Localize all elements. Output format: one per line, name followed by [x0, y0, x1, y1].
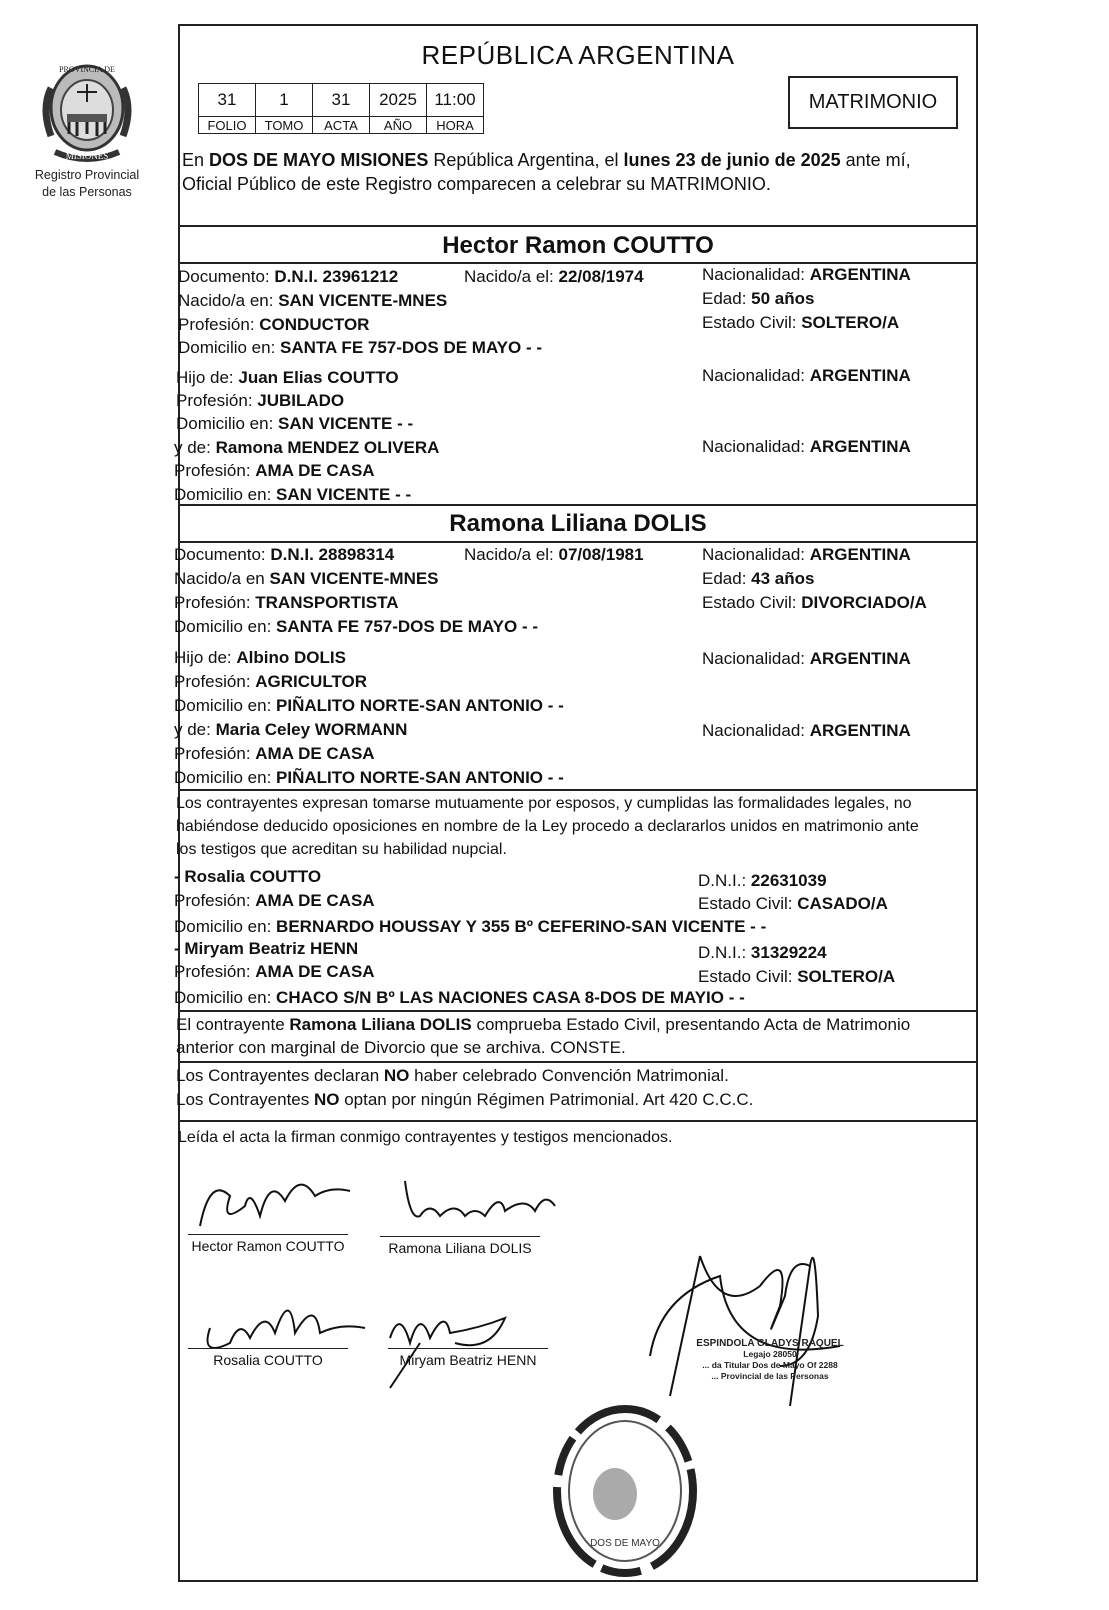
spouse2-mother: y de: Maria Celey WORMANN: [174, 720, 408, 739]
province-seal-icon: [37, 58, 137, 166]
spouse2-father-nacionalidad: Nacionalidad: ARGENTINA: [702, 649, 911, 668]
witness1-estado: Estado Civil: CASADO/A: [698, 894, 888, 913]
spouse2-documento: Documento: D.N.I. 28898314: [174, 545, 395, 564]
hora-label: HORA: [427, 117, 484, 134]
witness1-name: - Rosalia COUTTO: [174, 867, 322, 886]
spouse1-birthplace: Nacido/a en: SAN VICENTE-MNES: [178, 291, 448, 310]
spouse1-documento: Documento: D.N.I. 23961212: [178, 267, 399, 286]
spouse1-name: Hector Ramon COUTTO: [442, 232, 714, 259]
spouse2-mother-nacionalidad: Nacionalidad: ARGENTINA: [702, 721, 911, 740]
folio-label: FOLIO: [199, 117, 256, 134]
witness2-name: - Miryam Beatriz HENN: [174, 939, 359, 958]
officer-stamp: ESPINDOLA GLADYS RAQUEL Legajo 28050 ... da Titular Dos de Mayo Of 2288 ... Provincial de las Personas: [696, 1338, 844, 1381]
folio-value: 31: [199, 84, 256, 117]
convention-paragraph: Los Contrayentes declaran NO haber celebrado Convención Matrimonial. Los Contrayentes NO optan por ningún Régimen Patrimonial. Art 420 C.C.C.: [176, 1066, 754, 1109]
signature-label-miryam: Miryam Beatriz HENN: [399, 1352, 537, 1368]
round-seal-stamp: [545, 1396, 705, 1586]
witness1-dni: D.N.I.: 22631039: [698, 871, 827, 890]
spouse2-mother-domicilio: Domicilio en: PIÑALITO NORTE-SAN ANTONIO - -: [174, 768, 564, 787]
spouse1-mother-domicilio: Domicilio en: SAN VICENTE - -: [174, 485, 412, 504]
spouse1-domicilio: Domicilio en: SANTA FE 757-DOS DE MAYO - -: [178, 338, 543, 357]
spouse2-birthplace: Nacido/a en SAN VICENTE-MNES: [174, 569, 439, 588]
place: DOS DE MAYO MISIONES: [209, 150, 429, 170]
anio-value: 2025: [370, 84, 427, 117]
spouse1-edad: Edad: 50 años: [702, 289, 815, 308]
tomo-value: 1: [256, 84, 313, 117]
svg-text:DOS DE MAYO: DOS DE MAYO: [590, 1538, 660, 1549]
spouse1-estado-civil: Estado Civil: SOLTERO/A: [702, 313, 900, 332]
witness2-dni: D.N.I.: 31329224: [698, 943, 827, 962]
signature-label-hector: Hector Ramon COUTTO: [191, 1238, 345, 1254]
signature-label-rosalia: Rosalia COUTTO: [213, 1352, 323, 1368]
registry-logo: [22, 58, 152, 200]
spouse1-birthdate: Nacido/a el: 22/08/1974: [464, 267, 644, 286]
declaration-paragraph: Los contrayentes expresan tomarse mutuamente por esposos, y cumplidas las formalidades legales, no habiéndose deducido oposiciones en nombre de la Ley procedo a declararlos unidos en matrimonio ante los testigos que acreditan su habilidad nupcial.: [176, 795, 919, 858]
witness2-domicilio: Domicilio en: CHACO S/N Bº LAS NACIONES CASA 8-DOS DE MAYIO - -: [174, 988, 745, 1007]
record-type-box: MATRIMONIO: [788, 76, 958, 129]
witness1-profesion: Profesión: AMA DE CASA: [174, 891, 375, 910]
spouse1-nacionalidad: Nacionalidad: ARGENTINA: [702, 265, 911, 284]
logo-caption-1: Registro Provincial: [34, 168, 140, 182]
closing-text: Leída el acta la firman conmigo contrayentes y testigos mencionados.: [178, 1129, 673, 1146]
signature-hector: [190, 1166, 370, 1236]
spouse2-nacionalidad: Nacionalidad: ARGENTINA: [702, 545, 911, 564]
anio-label: AÑO: [370, 117, 427, 134]
spouse2-profesion: Profesión: TRANSPORTISTA: [174, 593, 399, 612]
spouse1-father-domicilio: Domicilio en: SAN VICENTE - -: [176, 414, 414, 433]
spouse2-birthdate: Nacido/a el: 07/08/1981: [464, 545, 644, 564]
acta-label: ACTA: [313, 117, 370, 134]
svg-text:PROVINCIA DE: PROVINCIA DE: [59, 65, 115, 74]
spouse1-profesion: Profesión: CONDUCTOR: [178, 315, 370, 334]
witness2-estado: Estado Civil: SOLTERO/A: [698, 967, 896, 986]
witness2-profesion: Profesión: AMA DE CASA: [174, 962, 375, 981]
witness1-domicilio: Domicilio en: BERNARDO HOUSSAY Y 355 Bº CEFERINO-SAN VICENTE - -: [174, 917, 767, 936]
signature-ramona: [395, 1161, 565, 1231]
signature-miryam: [330, 1288, 530, 1398]
intro-paragraph: En DOS DE MAYO MISIONES República Argentina, el lunes 23 de junio de 2025 ante mí, Oficial Público de este Registro comparecen a celebrar su MATRIMONIO.: [182, 150, 911, 194]
record-grid: [198, 83, 484, 134]
spouse1-mother-profesion: Profesión: AMA DE CASA: [174, 461, 375, 480]
signature-label-ramona: Ramona Liliana DOLIS: [388, 1240, 532, 1256]
spouse2-edad: Edad: 43 años: [702, 569, 815, 588]
svg-text:MISIONES: MISIONES: [65, 151, 109, 161]
spouse2-father-profesion: Profesión: AGRICULTOR: [174, 672, 368, 691]
estado-civil-note: El contrayente Ramona Liliana DOLIS comprueba Estado Civil, presentando Acta de Matrimonio anterior con marginal de Divorcio que se archiva. CONSTE.: [176, 1015, 911, 1057]
spouse2-father-domicilio: Domicilio en: PIÑALITO NORTE-SAN ANTONIO - -: [174, 696, 564, 715]
spouse2-father: Hijo de: Albino DOLIS: [174, 648, 346, 667]
acta-value: 31: [313, 84, 370, 117]
certificate-frame: [174, 24, 978, 1582]
spouse2-name: Ramona Liliana DOLIS: [449, 510, 707, 537]
logo-caption-2: de las Personas: [42, 185, 132, 199]
spouse2-estado-civil: Estado Civil: DIVORCIADO/A: [702, 593, 927, 612]
hora-value: 11:00: [427, 84, 484, 117]
ceremony-date: lunes 23 de junio de 2025: [623, 150, 841, 170]
spouse1-mother: y de: Ramona MENDEZ OLIVERA: [174, 438, 440, 457]
spouse2-mother-profesion: Profesión: AMA DE CASA: [174, 744, 375, 763]
spouse1-father-profesion: Profesión: JUBILADO: [176, 391, 345, 410]
spouse2-domicilio: Domicilio en: SANTA FE 757-DOS DE MAYO - -: [174, 617, 539, 636]
spouse1-father-nacionalidad: Nacionalidad: ARGENTINA: [702, 366, 911, 385]
page-title: REPÚBLICA ARGENTINA: [421, 40, 735, 70]
spouse1-mother-nacionalidad: Nacionalidad: ARGENTINA: [702, 437, 911, 456]
spouse1-father: Hijo de: Juan Elias COUTTO: [176, 368, 399, 387]
tomo-label: TOMO: [256, 117, 313, 134]
